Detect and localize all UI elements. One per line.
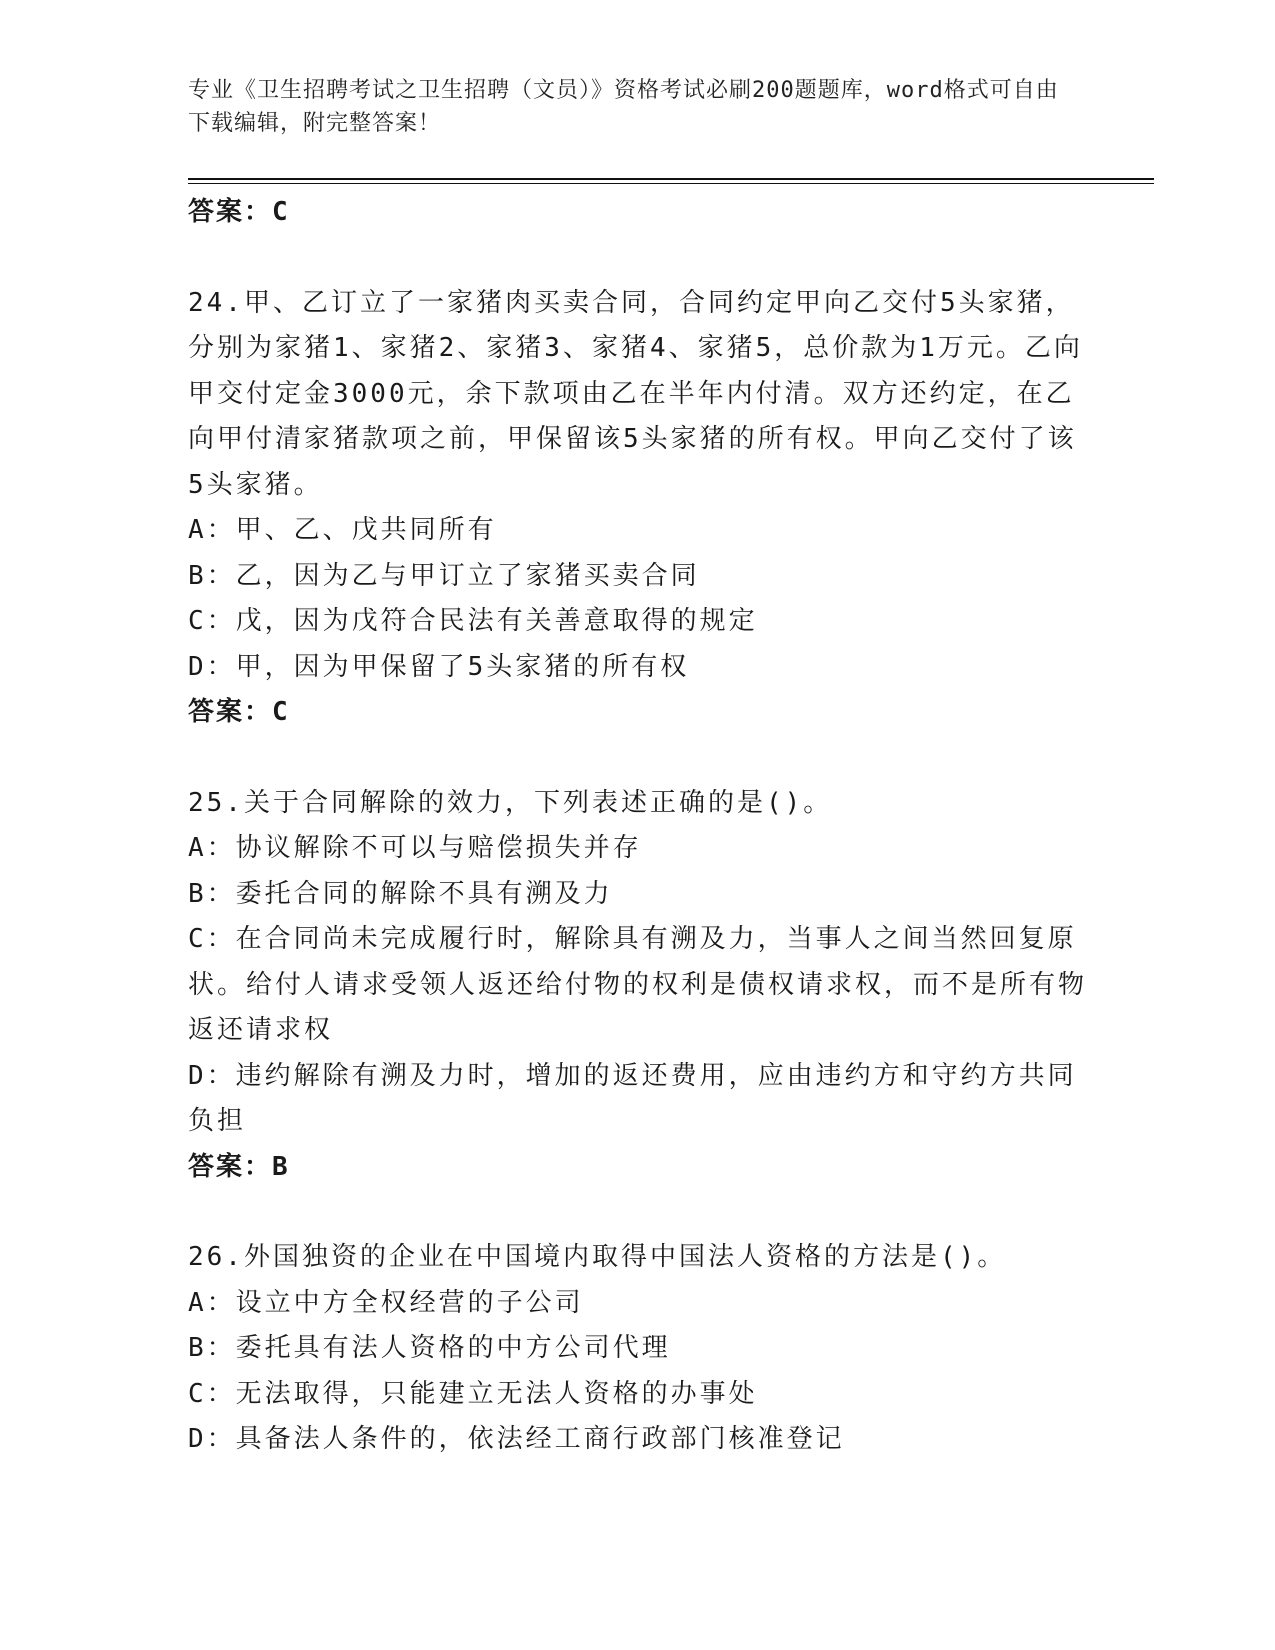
question-26 (188, 1235, 1088, 1463)
header-rule-thin (188, 183, 1154, 184)
question-stem: 26.外国独资的企业在中国境内取得中国法人资格的方法是()。 (188, 1242, 1007, 1272)
option-c: C：在合同尚未完成履行时，解除具有溯及力，当事人之间当然回复原状。给付人请求受领人返还给付物的权利是债权请求权，而不是所有物返还请求权 (188, 924, 1088, 1045)
option-a: A：甲、乙、戊共同所有 (188, 515, 497, 545)
answer-label: 答案： (188, 1151, 273, 1182)
spacer (188, 236, 1088, 281)
question-stem: 25.关于合同解除的效力，下列表述正确的是()。 (188, 787, 833, 818)
option-b: B：乙，因为乙与甲订立了家猪买卖合同 (188, 560, 700, 591)
option-c: C：戊，因为戊符合民法有关善意取得的规定 (188, 606, 758, 636)
option-d: D：甲，因为甲保留了5头家猪的所有权 (188, 651, 690, 682)
option-d: D：违约解除有溯及力时，增加的返还费用，应由违约方和守约方共同负担 (188, 1060, 1077, 1136)
option-b: B：委托合同的解除不具有溯及力 (188, 878, 613, 909)
option-b: B：委托具有法人资格的中方公司代理 (188, 1333, 671, 1363)
question-stem: 24.甲、乙订立了一家猪肉买卖合同，合同约定甲向乙交付5头家猪，分别为家猪1、家猪2、家猪3、家猪4、家猪5，总价款为1万元。乙向甲交付定金3000元，余下款项由乙在半年内付清。双方还约定，在乙向甲付清家猪款项之前，甲保留该5头家猪的所有权。甲向乙交付了该5头家猪。 (188, 287, 1083, 500)
answer-line (188, 690, 1088, 736)
answer-value: C (272, 697, 290, 727)
answer-line (188, 1145, 1088, 1191)
question-24 (188, 281, 1088, 736)
question-25 (188, 781, 1088, 1191)
answer-line-prev (188, 190, 1088, 236)
document-content (188, 190, 1088, 1463)
option-c: C：无法取得，只能建立无法人资格的办事处 (188, 1378, 758, 1409)
page-header: 专业《卫生招聘考试之卫生招聘（文员）》资格考试必刷200题题库，word格式可自由下载编辑，附完整答案！ (188, 78, 1059, 136)
spacer (188, 736, 1088, 781)
answer-label: 答案： (188, 697, 273, 727)
option-a: A：协议解除不可以与赔偿损失并存 (188, 833, 642, 863)
answer-label: 答案： (188, 197, 273, 227)
spacer (188, 1190, 1088, 1235)
header-rule-thick (188, 178, 1154, 180)
option-a: A：设立中方全权经营的子公司 (188, 1287, 584, 1318)
answer-value: B (272, 1151, 290, 1182)
answer-value: C (272, 197, 290, 227)
option-d: D：具备法人条件的，依法经工商行政部门核准登记 (188, 1424, 845, 1454)
